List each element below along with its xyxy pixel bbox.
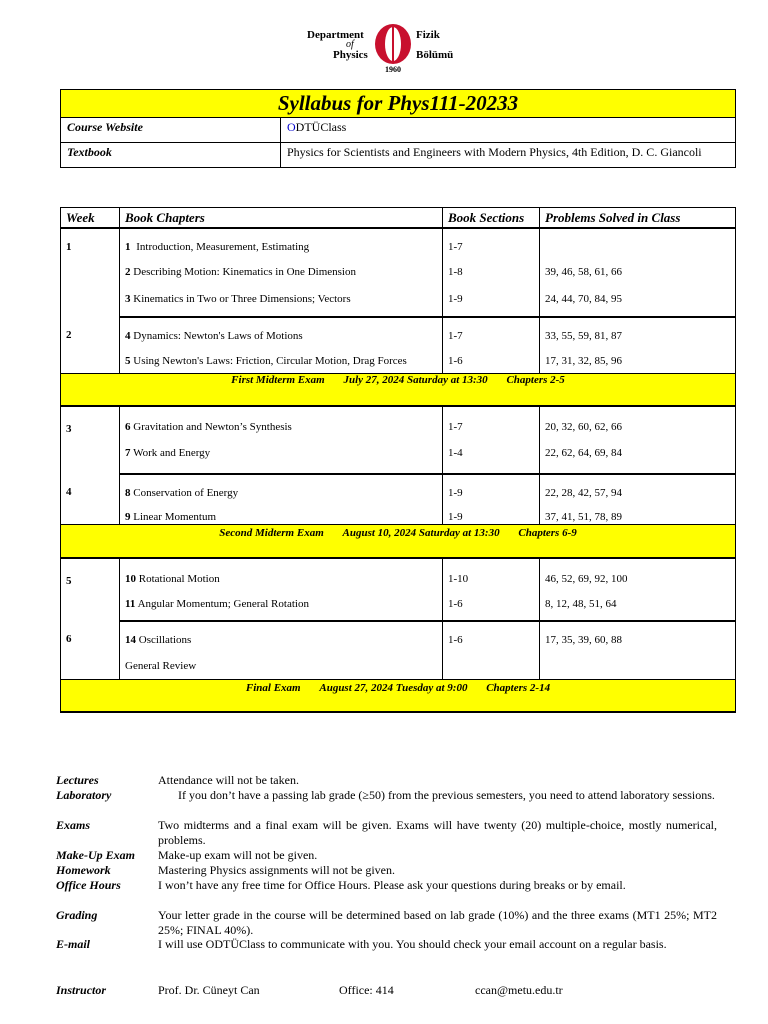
table-row (61, 621, 736, 651)
chapter-cell: 6 Gravitation and Newton’s Synthesis (120, 406, 443, 439)
chapter-cell: General Review (120, 651, 443, 679)
chapter-cell: 5 Using Newton's Laws: Friction, Circular Motion, Drag Forces (120, 344, 443, 373)
chapter-cell: 1 Introduction, Measurement, Estimating (120, 228, 443, 255)
policy-value: I will use ODTÜClass to communicate with you. You should check your email account on a regular basis. (158, 937, 667, 951)
table-row (61, 502, 736, 524)
sections-cell: 1-9 (443, 282, 540, 317)
chapter-cell: 9 Linear Momentum (120, 502, 443, 524)
problems-cell: 17, 35, 39, 60, 88 (540, 621, 736, 651)
table-row (61, 651, 736, 679)
exam-row (61, 679, 736, 712)
table-row (61, 255, 736, 282)
problems-cell: 22, 62, 64, 69, 84 (540, 439, 736, 474)
week-number: 5 (61, 558, 120, 621)
sections-cell: 1-6 (443, 344, 540, 373)
textbook-label: Textbook (61, 143, 281, 168)
problems-cell: 8, 12, 48, 51, 64 (540, 591, 736, 621)
column-header-chapters: Book Chapters (120, 208, 443, 229)
exam-row (61, 524, 736, 558)
table-row (61, 228, 736, 255)
chapter-cell: 7 Work and Energy (120, 439, 443, 474)
column-header-week: Week (61, 208, 120, 229)
chapter-cell: 8 Conservation of Energy (120, 474, 443, 502)
department-logo (300, 20, 480, 76)
exam-chapters: Chapters 6-9 (518, 526, 577, 539)
week-number: 6 (61, 621, 120, 679)
week-number: 4 (61, 474, 120, 524)
problems-cell: 37, 41, 51, 78, 89 (540, 502, 736, 524)
sections-cell: 1-9 (443, 474, 540, 502)
sections-cell: 1-8 (443, 255, 540, 282)
policy-key: Exams (56, 818, 91, 832)
sections-cell: 1-6 (443, 621, 540, 651)
logo-year: 1960 (385, 65, 401, 74)
sections-cell: 1-9 (443, 502, 540, 524)
exam-name: Second Midterm Exam (219, 526, 324, 539)
metu-emblem-icon (373, 22, 413, 68)
problems-cell: 24, 44, 70, 84, 95 (540, 282, 736, 317)
policy-key: Office Hours (56, 878, 121, 892)
instructor-email[interactable]: ccan@metu.edu.tr (475, 983, 563, 997)
policy-key: Make-Up Exam (56, 848, 135, 862)
policy-value: Mastering Physics assignments will not be given. (158, 863, 395, 877)
table-row (61, 317, 736, 344)
week-number: 2 (61, 317, 120, 373)
sections-cell: 1-10 (443, 558, 540, 591)
logo-text-fizik: Fizik (416, 29, 440, 41)
sections-cell: 1-7 (443, 228, 540, 255)
problems-cell (540, 228, 736, 255)
week-number: 3 (61, 406, 120, 474)
sections-cell: 1-6 (443, 591, 540, 621)
exam-chapters: Chapters 2-14 (486, 681, 551, 694)
syllabus-header-table (60, 89, 736, 168)
syllabus-title: Syllabus for Phys111-20233 (61, 90, 736, 118)
column-header-problems: Problems Solved in Class (540, 208, 736, 229)
table-row (61, 558, 736, 591)
problems-cell: 20, 32, 60, 62, 66 (540, 406, 736, 439)
table-row (61, 591, 736, 621)
table-row (61, 406, 736, 439)
policy-value: I won’t have any free time for Office Hours. Please ask your questions during breaks or by email. (158, 878, 626, 892)
instructor-label: Instructor (56, 983, 107, 997)
problems-cell: 22, 28, 42, 57, 94 (540, 474, 736, 502)
sections-cell: 1-7 (443, 317, 540, 344)
policy-value: Two midterms and a final exam will be given. Exams will have twenty (20) multiple-choice, mostly numerical, problems. (158, 818, 717, 847)
exam-row (61, 373, 736, 406)
instructor-name: Prof. Dr. Cüneyt Can (158, 983, 260, 997)
exam-name: First Midterm Exam (231, 373, 325, 386)
instructor-office: Office: 414 (339, 983, 394, 997)
exam-date: July 27, 2024 Saturday at 13:30 (343, 373, 488, 386)
problems-cell: 46, 52, 69, 92, 100 (540, 558, 736, 591)
problems-cell: 17, 31, 32, 85, 96 (540, 344, 736, 373)
exam-date: August 27, 2024 Tuesday at 9:00 (319, 681, 468, 694)
table-row (61, 282, 736, 317)
logo-text-of: of (346, 39, 354, 50)
table-row (61, 439, 736, 474)
sections-cell: 1-4 (443, 439, 540, 474)
policy-key: Homework (56, 863, 111, 877)
chapter-cell: 10 Rotational Motion (120, 558, 443, 591)
problems-cell: 33, 55, 59, 81, 87 (540, 317, 736, 344)
exam-chapters: Chapters 2-5 (506, 373, 565, 386)
course-website-link[interactable]: ODTÜClass (281, 118, 736, 143)
policy-value: If you don’t have a passing lab grade (≥50) from the previous semesters, you need to attend laboratory sessions. (178, 788, 715, 802)
policy-key: E-mail (56, 937, 91, 951)
chapter-cell: 14 Oscillations (120, 621, 443, 651)
table-row (61, 474, 736, 502)
chapter-cell: 11 Angular Momentum; General Rotation (120, 591, 443, 621)
schedule-table (60, 207, 736, 713)
logo-text-department: Department (307, 29, 364, 41)
column-header-sections: Book Sections (443, 208, 540, 229)
policy-key: Grading (56, 908, 98, 922)
logo-text-physics: Physics (333, 49, 368, 61)
textbook-value: Physics for Scientists and Engineers with Modern Physics, 4th Edition, D. C. Giancoli (281, 143, 736, 168)
logo-text-bolumu: Bölümü (416, 49, 454, 61)
policy-key: Lectures (56, 773, 99, 787)
chapter-cell: 3 Kinematics in Two or Three Dimensions; Vectors (120, 282, 443, 317)
table-row (61, 344, 736, 373)
policy-value: Make-up exam will not be given. (158, 848, 318, 862)
problems-cell: 39, 46, 58, 61, 66 (540, 255, 736, 282)
chapter-cell: 4 Dynamics: Newton's Laws of Motions (120, 317, 443, 344)
chapter-cell: 2 Describing Motion: Kinematics in One Dimension (120, 255, 443, 282)
sections-cell: 1-7 (443, 406, 540, 439)
policy-value: Your letter grade in the course will be determined based on lab grade (10%) and the three exams (MT1 25%; MT2 25%; FINAL 40%). (158, 908, 717, 937)
sections-cell (443, 651, 540, 679)
exam-name: Final Exam (245, 681, 301, 694)
problems-cell (540, 651, 736, 679)
course-website-label: Course Website (61, 118, 281, 143)
policy-key: Laboratory (56, 788, 112, 802)
week-number: 1 (61, 228, 120, 317)
policy-value: Attendance will not be taken. (158, 773, 299, 787)
exam-date: August 10, 2024 Saturday at 13:30 (342, 526, 500, 539)
